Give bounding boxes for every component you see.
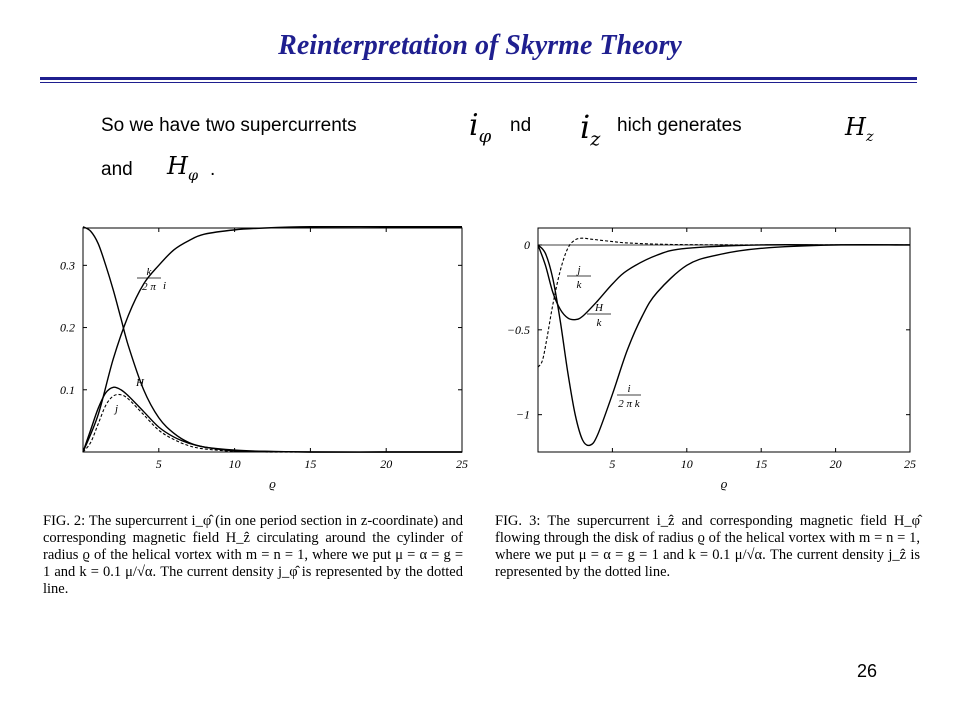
intro-text-part3: hich generates [617,115,742,136]
fig2-series-0 [83,227,462,452]
fig3-label-j-z-num: j [577,264,581,276]
math-i-phi-sub: φ [478,126,492,147]
fig2-series-1 [83,227,462,452]
fig2-label-k-2pi-den: 2 π [142,281,156,293]
fig3-series-1 [538,245,910,320]
fig2-frame [83,228,462,452]
fig3-xtick-label: 25 [904,457,916,471]
math-H-phi-sub: φ [187,167,199,184]
fig3-xtick-label: 10 [680,457,693,471]
math-i-phi: $i_\varphi$ [469,108,492,147]
intro-text-part1: So we have two supercurrents [101,115,357,136]
intro-text-part5: . [210,159,216,180]
fig3-ytick-label: −1 [515,407,530,422]
fig2-xtick-label: 20 [380,457,393,471]
fig2-xtick-label: 5 [155,457,162,471]
fig3-label-H-phi-den: k [596,317,602,329]
fig3-label-i-z-den: 2 π k [618,398,640,410]
fig2-label-H-z: H [136,377,144,389]
fig2-label-j-phi: j [115,403,119,415]
figure-2-caption [43,513,463,598]
fig2-series-3 [83,394,462,452]
fig3-xtick-label: 20 [829,457,842,471]
fig3-xtick-label: 5 [609,457,616,471]
page-number: 26 [857,661,878,681]
fig3-x-axis-label: ϱ [720,476,728,491]
fig2-ytick-label: 0.1 [60,382,75,397]
math-H-phi: $H_\varphi$ [167,152,199,184]
fig3-series-2 [538,245,910,446]
fig2-xtick-label: 25 [456,457,468,471]
fig2-xtick-label: 15 [304,457,317,471]
figure-3-caption-text: The supercurrent i_ẑ and corresponding magnetic field H_φ̂ flowing through the disk of radius ϱ of the helical vortex with m = n = 1, where we put μ = α = g = 1 and k = 0.1 μ/√α. The current density j_ẑ is represented by the dotted line. [495,513,920,580]
fig3-xtick-label: 15 [755,457,768,471]
figure-3-caption-label: FIG. 3: [495,513,541,529]
fig3-label-H-phi-num: H [595,302,603,314]
math-H-z: $H_z$ [845,113,874,145]
fig2-ytick-label: 0.3 [60,258,75,273]
fig2-label-i-phi: i [163,280,167,292]
fig2-series-2 [83,387,462,452]
fig3-frame [538,228,910,452]
math-i-z-sub: z [590,127,601,151]
intro-text-part4: and [101,159,133,180]
fig2-ytick-label: 0.2 [60,320,75,335]
math-i-z: $i_z$ [580,108,601,151]
figure-2-caption-label: FIG. 2: [43,513,86,529]
fig3-label-i-z-num: i [627,383,631,395]
figure-3-caption [495,513,920,581]
slide-title: Reinterpretation of Skyrme Theory [278,30,682,61]
fig3-ytick-label: −0.5 [506,322,530,337]
fig2-label-k-2pi-num: k [146,266,152,278]
fig3-label-j-z-den: k [576,279,582,291]
fig3-ytick-label: 0 [524,237,530,252]
fig2-xtick-label: 10 [228,457,241,471]
fig2-x-axis-label: ϱ [269,476,276,491]
intro-text-part2: nd [510,115,532,136]
fig3-series-0 [538,238,910,367]
math-H-z-sub: z [865,128,874,145]
figure-2-caption-text: The supercurrent i_φ̂ (in one period section in z-coordinate) and corresponding magnetic field H_ẑ circulating around the cylinder of radius ϱ of the helical vortex with m = n = 1, where we put μ = α = g = 1 and k = 0.1 μ/√α. The current density j_φ̂ is represented by the dotted line. [43,513,463,597]
